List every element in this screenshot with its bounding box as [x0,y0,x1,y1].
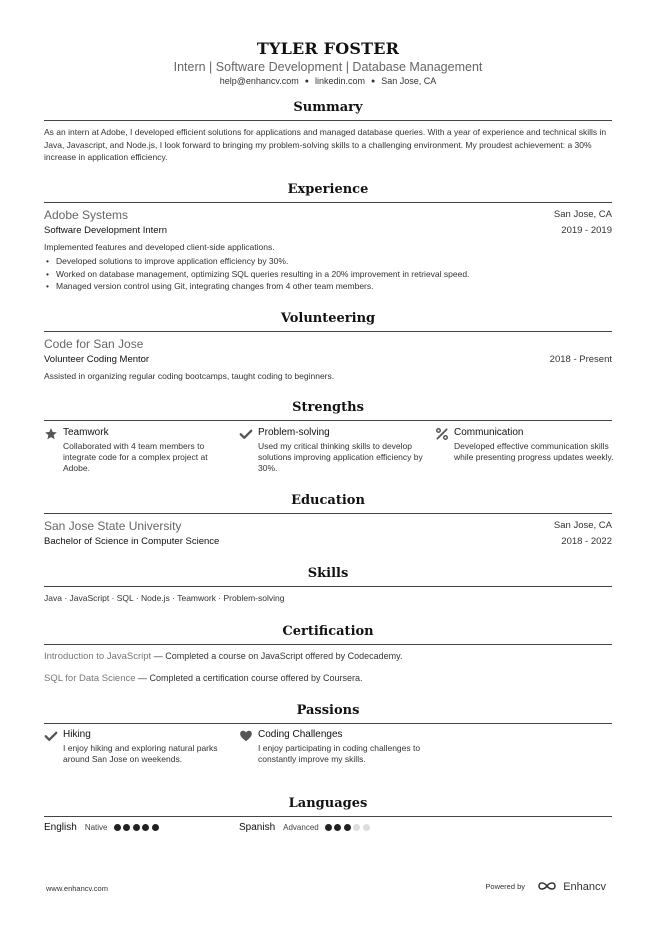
section-title-experience: Experience [287,182,369,197]
brand-name: Enhancv [563,881,606,893]
section-divider [44,723,612,724]
section-divider [44,202,612,203]
section-divider [44,331,612,332]
section-title-volunteering: Volunteering [280,311,376,326]
separator-dot: ● [304,78,309,85]
language-name: Spanish [239,822,276,833]
separator-dot: ● [371,78,376,85]
certification-name: SQL for Data Science [44,673,136,684]
list-item: • Worked on database management, optimizing SQL queries resulting in a 20% improvement in retrieval speed. [44,268,612,281]
job-bullets [44,255,612,293]
section-title-certification: Certification [282,624,374,639]
check-icon [44,729,58,743]
section-title-languages: Languages [288,796,368,811]
rating-dot-filled [344,824,351,831]
language-rating [114,823,162,834]
section-title-strengths: Strengths [292,400,364,415]
footer-branding [485,880,606,894]
education-dates: 2018 - 2022 [561,536,612,547]
volunteer-role: Volunteer Coding Mentor [44,354,150,365]
section-title-education: Education [291,493,365,508]
linkedin-link[interactable]: linkedin.com [314,76,365,86]
star-icon [44,427,58,441]
language-level: Native [84,823,108,832]
rating-dot-filled [114,824,121,831]
heart-icon [239,729,253,743]
volunteer-dates: 2018 - Present [549,354,612,365]
location-text: San Jose, CA [381,76,437,86]
section-title-skills: Skills [307,566,349,581]
rating-dot-filled [142,824,149,831]
passion-title: Hiking [63,729,91,740]
summary-text: As an intern at Adobe, I developed efficient solutions for applications and managed database queries. With a year of experience and technical skills in Java, Javascript, and Node.js, I look forward to bringing my problem-solving skills to a challenging environment. My proudest achievement: a 30% increase in application efficiency. [44,127,607,162]
job-dates: 2019 - 2019 [561,225,612,236]
check-icon [239,427,253,441]
list-item: • Managed version control using Git, integrating changes from 4 other team members. [44,280,612,293]
language-level: Advanced [283,823,319,832]
list-item: • Developed solutions to improve application efficiency by 30%. [44,255,612,268]
volunteer-description: Assisted in organizing regular coding bootcamps, taught coding to beginners. [44,371,335,381]
section-divider [44,644,612,645]
degree-name: Bachelor of Science in Computer Science [44,536,220,547]
certification-item [44,651,403,662]
rating-dot-filled [133,824,140,831]
company-location: San Jose, CA [553,209,612,220]
rating-dot-filled [334,824,341,831]
tools-icon [435,427,449,441]
certification-name: Introduction to JavaScript [44,651,152,662]
language-rating [325,823,373,834]
certification-item [44,673,362,684]
rating-dot-empty [363,824,370,831]
strength-title: Communication [454,427,524,438]
strength-desc: Developed effective communication skills while presenting progress updates weekly. [454,441,614,462]
passion-title: Coding Challenges [258,729,343,740]
candidate-name: TYLER FOSTER [256,39,400,58]
passion-desc: I enjoy participating in coding challenges to constantly improve my skills. [258,743,421,764]
rating-dot-filled [123,824,130,831]
passion-desc: I enjoy hiking and exploring natural parks around San Jose on weekends. [63,743,218,764]
footer-website[interactable]: www.enhancv.com [46,884,108,893]
rating-dot-filled [152,824,159,831]
strength-desc: Used my critical thinking skills to develop solutions improving application efficiency by 30%. [258,441,423,473]
job-description: Implemented features and developed client-side applications. [44,242,275,252]
strength-desc: Collaborated with 4 team members to integrate code for a complex project at Adobe. [63,441,208,473]
strength-title: Teamwork [63,427,109,438]
language-name: English [44,822,77,833]
section-divider [44,513,612,514]
language-item [44,822,161,834]
rating-dot-empty [353,824,360,831]
enhancv-logo-icon [537,880,557,894]
section-divider [44,120,612,121]
section-divider [44,420,612,421]
job-role: Software Development Intern [44,225,168,236]
section-title-passions: Passions [296,703,360,718]
skills-list: Java · JavaScript · SQL · Node.js · Teamwork · Problem-solving [44,593,285,603]
section-divider [44,586,612,587]
rating-dot-filled [325,824,332,831]
company-name: Adobe Systems [44,208,129,222]
candidate-title: Intern | Software Development | Database Management [173,60,483,74]
language-item [239,822,372,834]
school-location: San Jose, CA [553,520,612,531]
section-title-summary: Summary [293,100,363,115]
section-divider [44,816,612,817]
powered-by-label: Powered by [485,882,525,891]
certification-desc: — Completed a certification course offered by Coursera. [135,673,363,683]
contact-line [0,76,656,86]
strength-title: Problem-solving [258,427,330,438]
school-name: San Jose State University [44,519,182,533]
certification-desc: — Completed a course on JavaScript offered by Codecademy. [151,651,403,661]
volunteer-org: Code for San Jose [44,337,144,351]
email-link[interactable]: help@enhancv.com [219,76,299,86]
